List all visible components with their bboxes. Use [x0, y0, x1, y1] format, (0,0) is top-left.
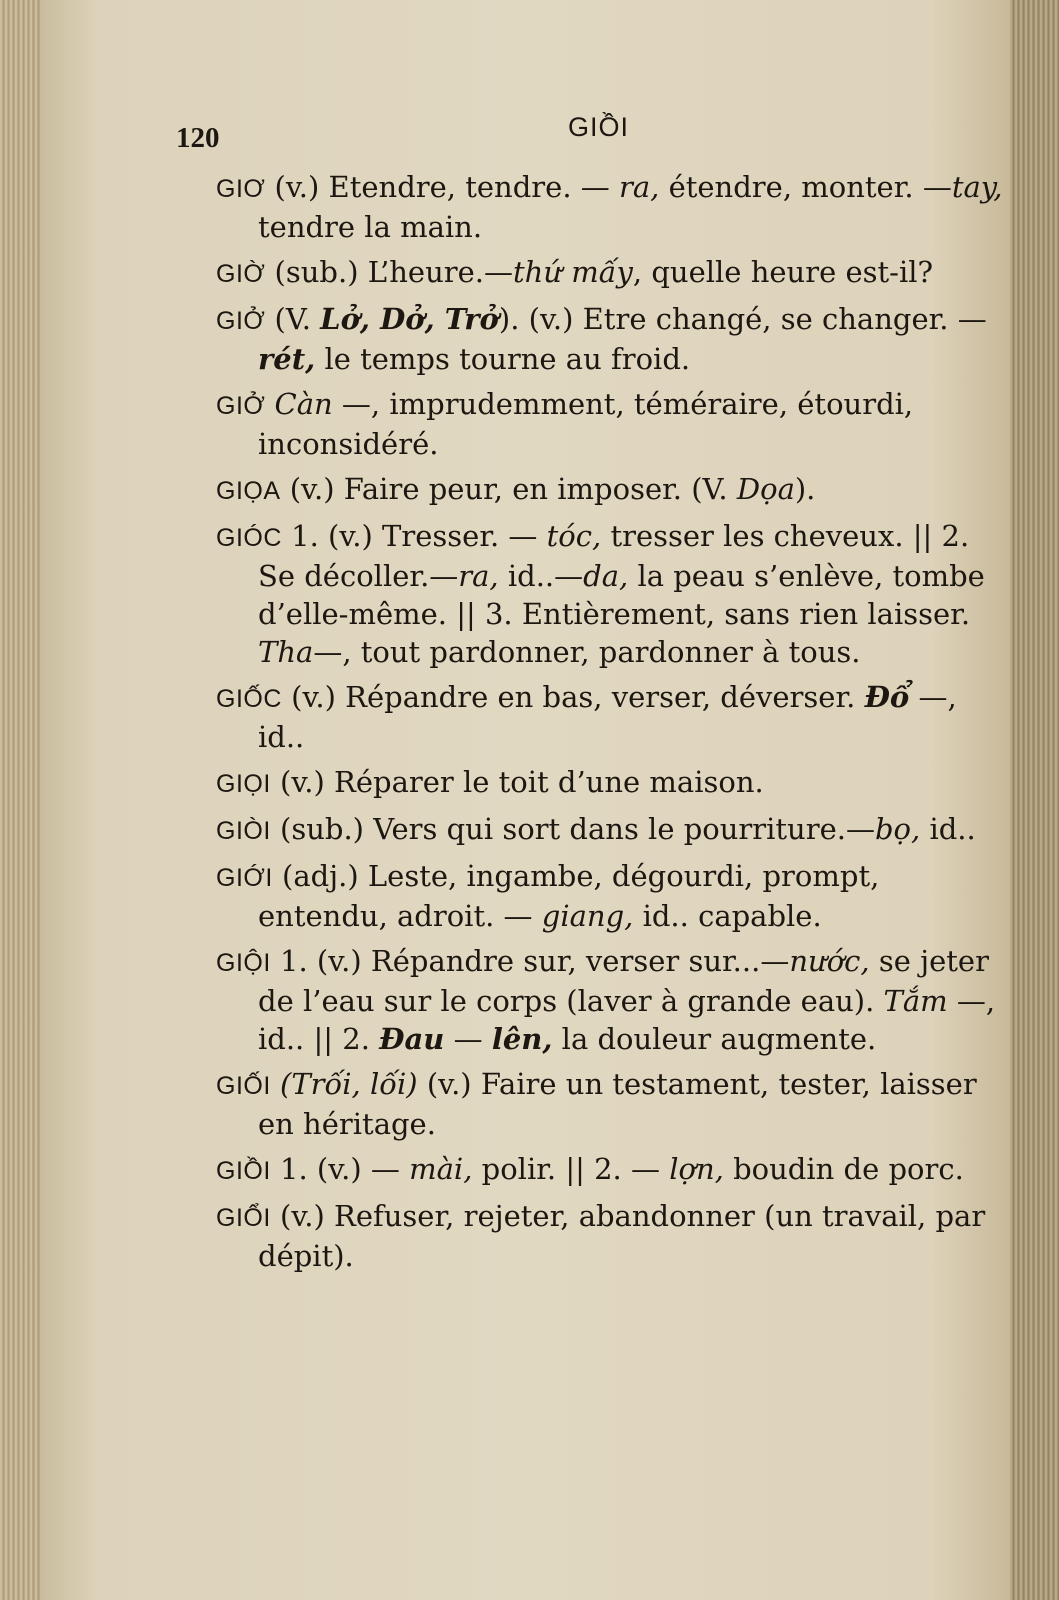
page-edge-right — [1010, 0, 1059, 1600]
dictionary-entry — [216, 1065, 1006, 1143]
entry-text: (v.) Réparer le toit d’une maison. — [270, 765, 764, 799]
entry-text: la peau s’enlève, tombe d’elle-même. || 3. Entièrement, sans rien laisser. — [258, 559, 985, 631]
entry-headword: GIỚI — [216, 864, 273, 892]
entry-text: —, id.. — [258, 680, 957, 754]
entry-text: le temps tourne au froid. — [315, 342, 691, 376]
entry-example: da, — [583, 559, 629, 593]
page-header — [176, 112, 996, 152]
entry-headword: GIÓC — [216, 524, 282, 552]
dictionary-entry — [216, 168, 1006, 246]
entry-text: boudin de porc. — [723, 1152, 964, 1186]
dictionary-entry — [216, 763, 1006, 803]
entry-text: la douleur augmente. — [552, 1022, 877, 1056]
entry-text: (v.) Refuser, rejeter, abandonner (un travail, par dépit). — [258, 1199, 986, 1273]
entry-headword: GIỞ — [216, 392, 266, 420]
entry-text: polir. || 2. — — [472, 1152, 670, 1186]
entry-text: (v.) Etendre, tendre. — — [265, 170, 619, 204]
entry-example: nước, — [789, 944, 870, 978]
entry-example: Đau — [379, 1022, 445, 1056]
entry-headword: GIỔI — [216, 1204, 271, 1232]
dictionary-entries — [216, 168, 1006, 1282]
entry-example: Tắm — [883, 984, 948, 1018]
entry-text — [271, 1067, 280, 1101]
page-number: 120 — [176, 122, 220, 154]
dictionary-entry — [216, 470, 1006, 510]
entry-headword: GIỌA — [216, 477, 281, 505]
entry-example: tay, — [951, 170, 1003, 204]
running-head: GIỒI — [568, 112, 630, 142]
entry-headword: GIƠ — [216, 175, 266, 203]
entry-text: (sub.) Vers qui sort dans le pourriture.— — [270, 812, 875, 846]
entry-text: id.. capable. — [633, 899, 822, 933]
dictionary-entry — [216, 1197, 1006, 1275]
entry-text: 1. (v.) Tresser. — — [281, 519, 547, 553]
entry-example: Dọa — [736, 472, 795, 506]
dictionary-entry — [216, 678, 1006, 756]
entry-text: — — [444, 1022, 492, 1056]
entry-text: —, tout pardonner, pardonner à tous. — [313, 635, 861, 669]
dictionary-entry — [216, 385, 1006, 463]
entry-headword: GIÒI — [216, 817, 271, 845]
dictionary-entry — [216, 857, 1006, 935]
entry-example: Càn — [274, 387, 333, 421]
entry-example: Đổ — [864, 680, 910, 714]
entry-example: thứ mấy — [513, 255, 633, 289]
entry-text: —, imprudemment, téméraire, étourdi, inconsidéré. — [258, 387, 914, 461]
entry-example: (Trối, lối) — [280, 1067, 418, 1101]
entry-text: (sub.) L’heure.— — [265, 255, 514, 289]
entry-text: se jeter de l’eau sur le corps (laver à grande eau). — [258, 944, 989, 1018]
entry-example: rét, — [258, 342, 316, 376]
entry-text: tendre la main. — [258, 210, 483, 244]
entry-headword: GIỐI — [216, 1072, 271, 1100]
entry-headword: GIỘI — [216, 949, 271, 977]
entry-headword: GIỜ — [216, 260, 266, 288]
dictionary-entry — [216, 253, 1006, 293]
entry-example: lợn, — [669, 1152, 724, 1186]
entry-text: (adj.) Leste, ingambe, dégourdi, prompt, entendu, adroit. — — [258, 859, 880, 933]
entry-text: (v.) Faire peur, en imposer. (V. — [280, 472, 737, 506]
dictionary-entry — [216, 517, 1006, 671]
entry-text: (V. — [265, 302, 321, 336]
entry-text: tresser les cheveux. || 2. Se décoller.— — [258, 519, 970, 593]
entry-example: Lở, Dở, Trở — [320, 302, 499, 336]
entry-example: ra, — [458, 559, 499, 593]
entry-text: id..— — [498, 559, 584, 593]
entry-headword: GIỞ — [216, 307, 266, 335]
dictionary-entry — [216, 1150, 1006, 1190]
entry-text: 1. (v.) — — [270, 1152, 410, 1186]
entry-text: 1. (v.) Répandre sur, verser sur...— — [270, 944, 790, 978]
entry-example: Tha — [258, 635, 314, 669]
entry-text: , quelle heure est-il? — [632, 255, 934, 289]
entry-text: ). (v.) Etre changé, se changer. — — [498, 302, 987, 336]
entry-example: tóc, — [546, 519, 602, 553]
entry-headword: GIỐC — [216, 685, 282, 713]
dictionary-entry — [216, 942, 1006, 1058]
entry-headword: GIỌI — [216, 770, 271, 798]
entry-text: id.. — [920, 812, 976, 846]
dictionary-entry — [216, 300, 1006, 378]
entry-example: giang, — [541, 899, 634, 933]
entry-text: (v.) Faire un testament, tester, laisser en héritage. — [258, 1067, 977, 1141]
entry-text: —, id.. || 2. — [258, 984, 996, 1056]
entry-example: ra, — [618, 170, 660, 204]
entry-text: étendre, monter. — — [659, 170, 952, 204]
entry-example: bọ, — [874, 812, 921, 846]
entry-text: ). — [794, 472, 816, 506]
entry-example: lên, — [491, 1022, 553, 1056]
entry-text — [265, 387, 274, 421]
entry-example: mài, — [409, 1152, 473, 1186]
entry-headword: GIỒI — [216, 1157, 271, 1185]
entry-text: (v.) Répandre en bas, verser, déverser. — [281, 680, 865, 714]
dictionary-entry — [216, 810, 1006, 850]
